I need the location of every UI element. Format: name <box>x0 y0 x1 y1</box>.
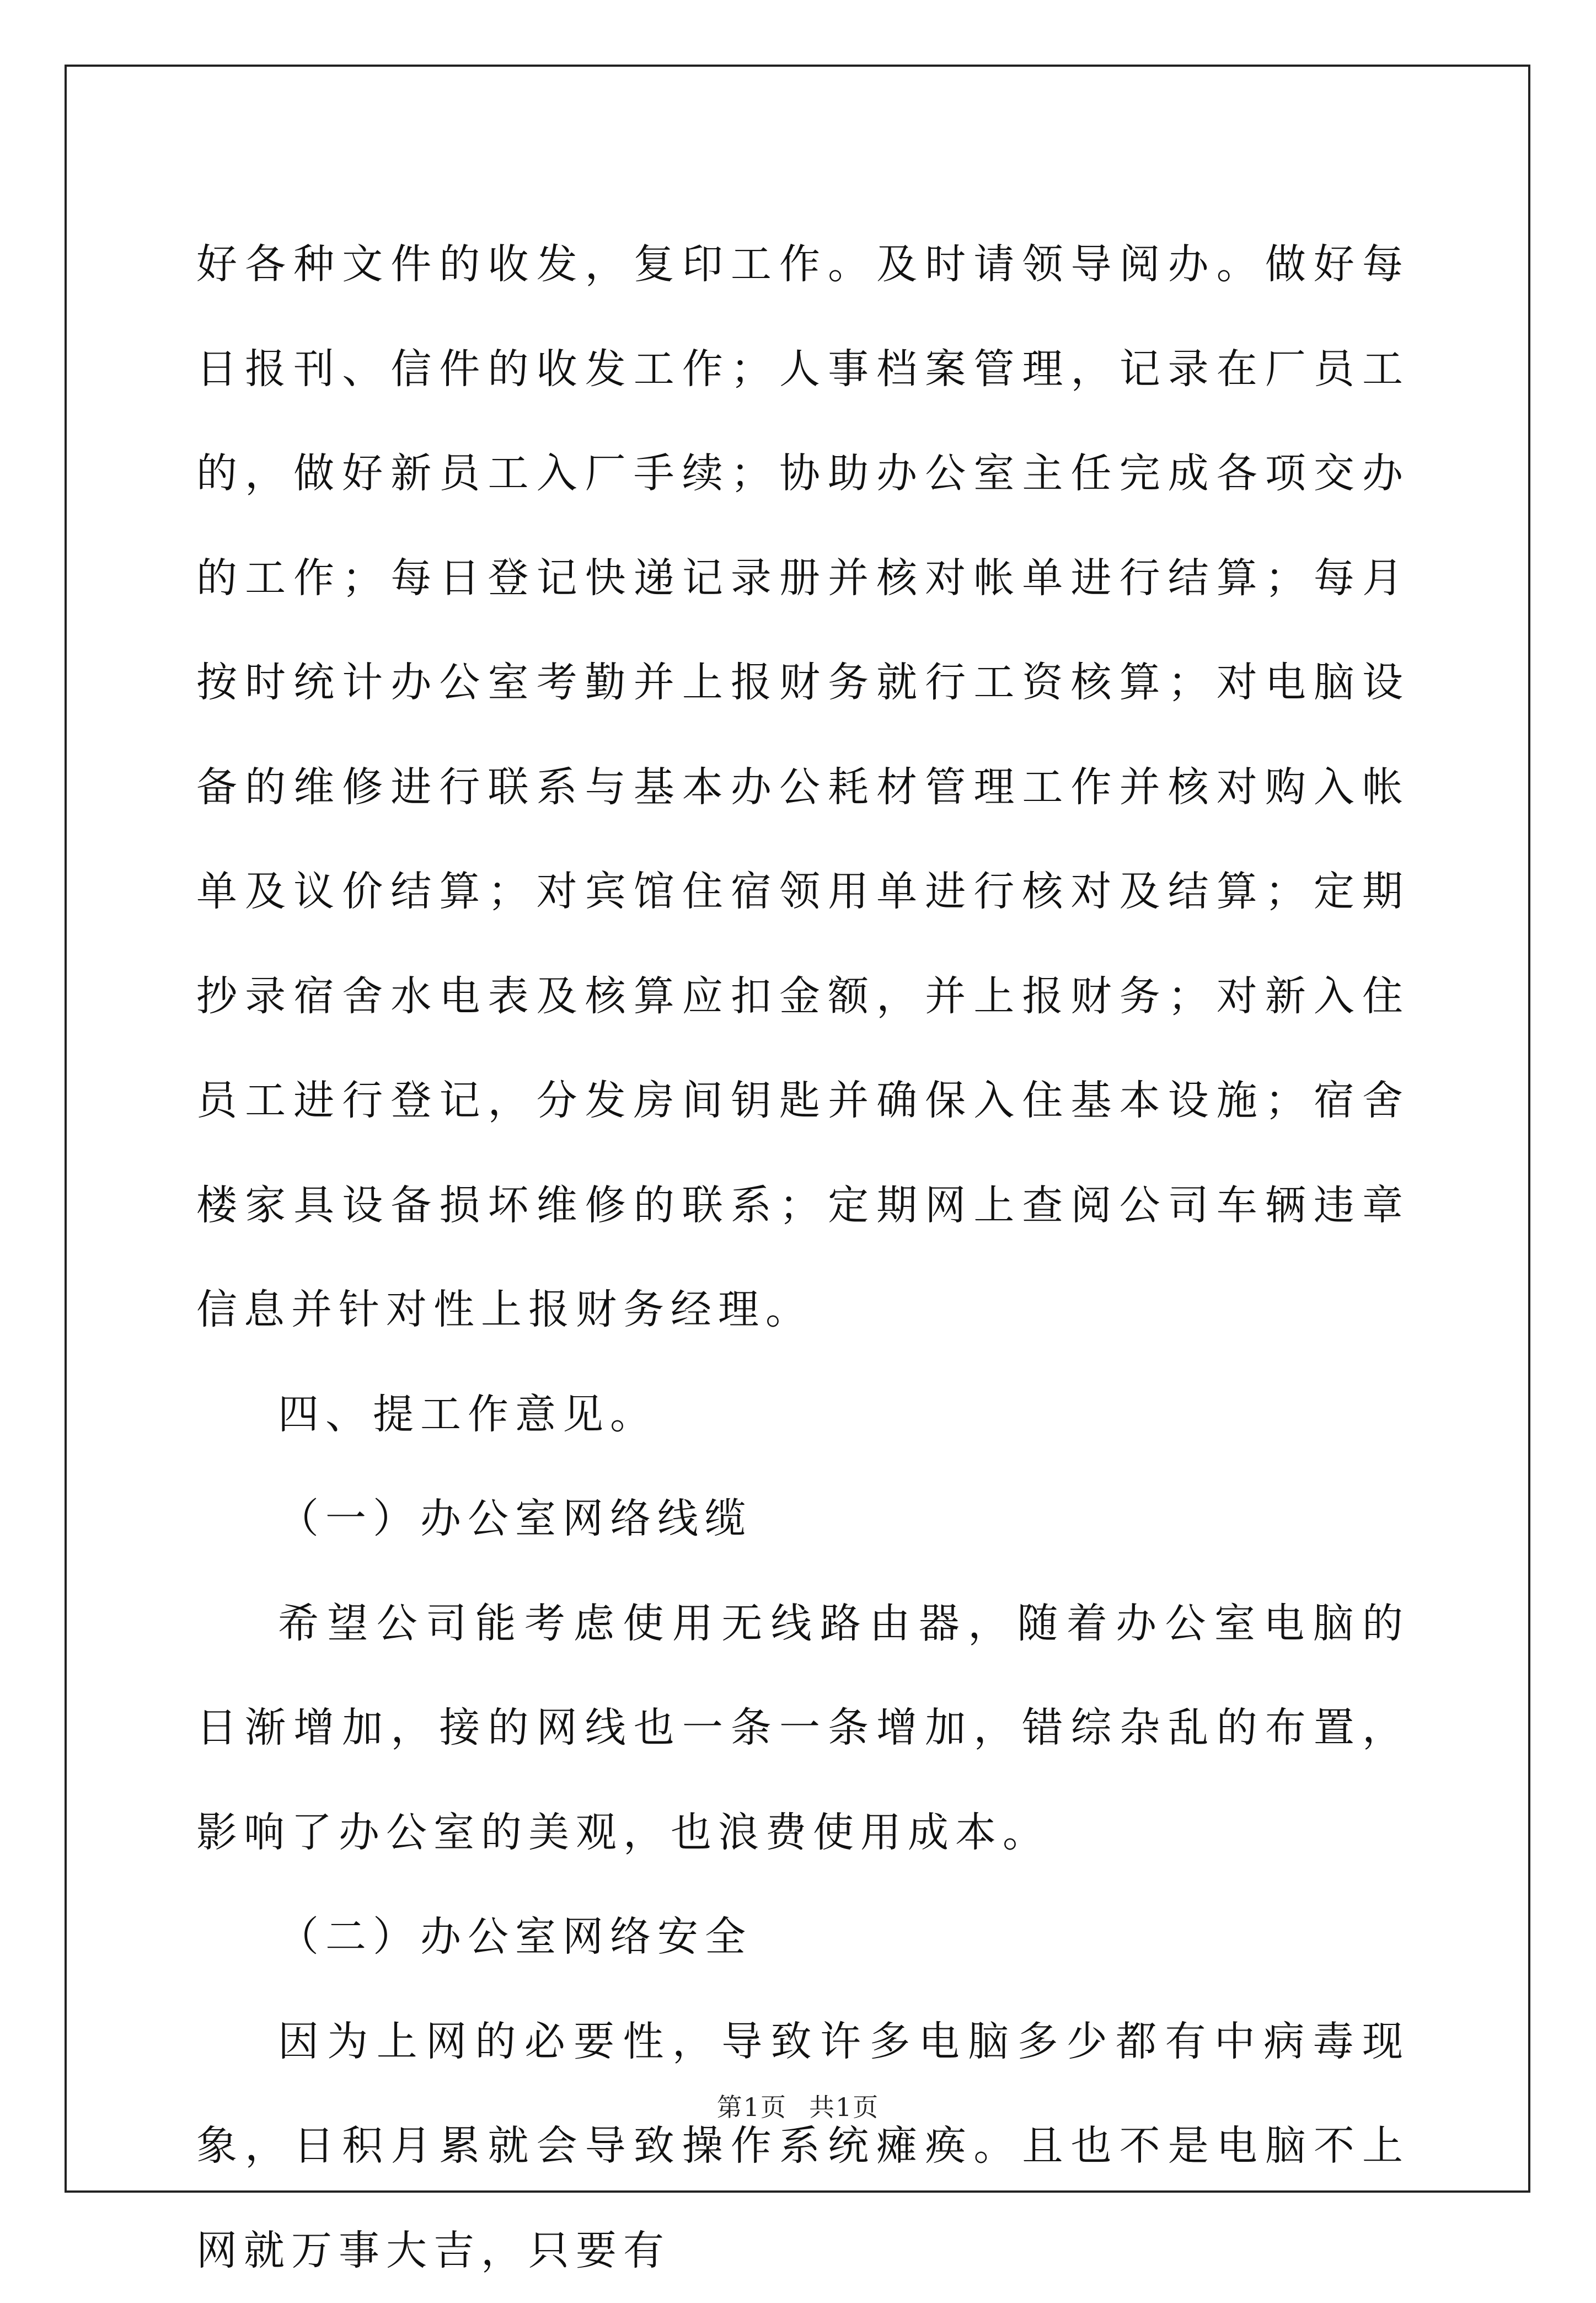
page-number-total: 共1页 <box>809 2092 879 2122</box>
section-heading-4: 四、提工作意见。 <box>196 1362 1410 1467</box>
paragraph-network-cable: 希望公司能考虑使用无线路由器，随着办公室电脑的日渐增加，接的网线也一条一条增加，错综杂乱的布置，影响了办公室的美观，也浪费使用成本。 <box>196 1572 1410 1885</box>
page-footer <box>0 2091 1596 2124</box>
page-number-current: 第1页 <box>717 2092 787 2122</box>
subsection-heading-1: （一）办公室网络线缆 <box>196 1467 1410 1572</box>
document-body <box>196 212 1410 2303</box>
subsection-heading-2: （二）办公室网络安全 <box>196 1885 1410 1990</box>
paragraph-1: 好各种文件的收发，复印工作。及时请领导阅办。做好每日报刊、信件的收发工作；人事档案管理，记录在厂员工的，做好新员工入厂手续；协助办公室主任完成各项交办的工作；每日登记快递记录册并核对帐单进行结算；每月按时统计办公室考勤并上报财务就行工资核算；对电脑设备的维修进行联系与基本办公耗材管理工作并核对购入帐单及议价结算；对宾馆住宿领用单进行核对及结算；定期抄录宿舍水电表及核算应扣金额，并上报财务；对新入住员工进行登记，分发房间钥匙并确保入住基本设施；宿舍楼家具设备损坏维修的联系；定期网上查阅公司车辆违章信息并针对性上报财务经理。 <box>196 212 1410 1362</box>
paragraph-network-security: 因为上网的必要性，导致许多电脑多少都有中病毒现象，日积月累就会导致操作系统瘫痪。且也不是电脑不上网就万事大吉，只要有 <box>196 1990 1410 2303</box>
